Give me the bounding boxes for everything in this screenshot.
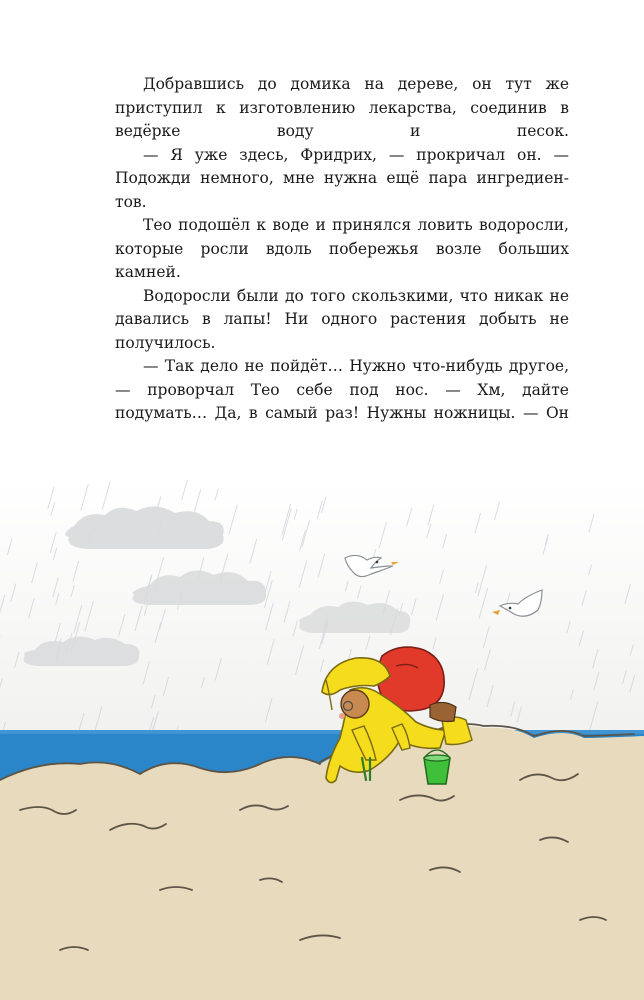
paragraph-5: — Так дело не пойдёт… Нужно что-нибудь другое, — проворчал Тео себе под нос. — Хм, дайте подумать… Да, в самый раз! Нужны ножницы. — Он	[115, 357, 569, 422]
paragraph-4: Водоросли были до того скользкими, что никак не давались в лапы! Ни одного растения добыть не получилось.	[115, 286, 569, 352]
bucket-icon	[424, 750, 450, 784]
book-text	[115, 73, 569, 426]
paragraph-3: Тео подошёл к воде и принялся ловить водоросли, которые росли вдоль побережья возле больших камней.	[115, 216, 569, 281]
beach-illustration	[0, 480, 644, 1000]
paragraph-2: — Я уже здесь, Фридрих, — прокричал он. — Подожди немного, мне нужна ещё пара ингредиен-тов.	[115, 145, 569, 211]
paragraph-1: Добравшись до домика на дереве, он тут же приступил к изготовлению лекарства, соединив в ведёрке воду и песок.	[115, 75, 569, 140]
sand-rocks	[0, 726, 644, 1000]
